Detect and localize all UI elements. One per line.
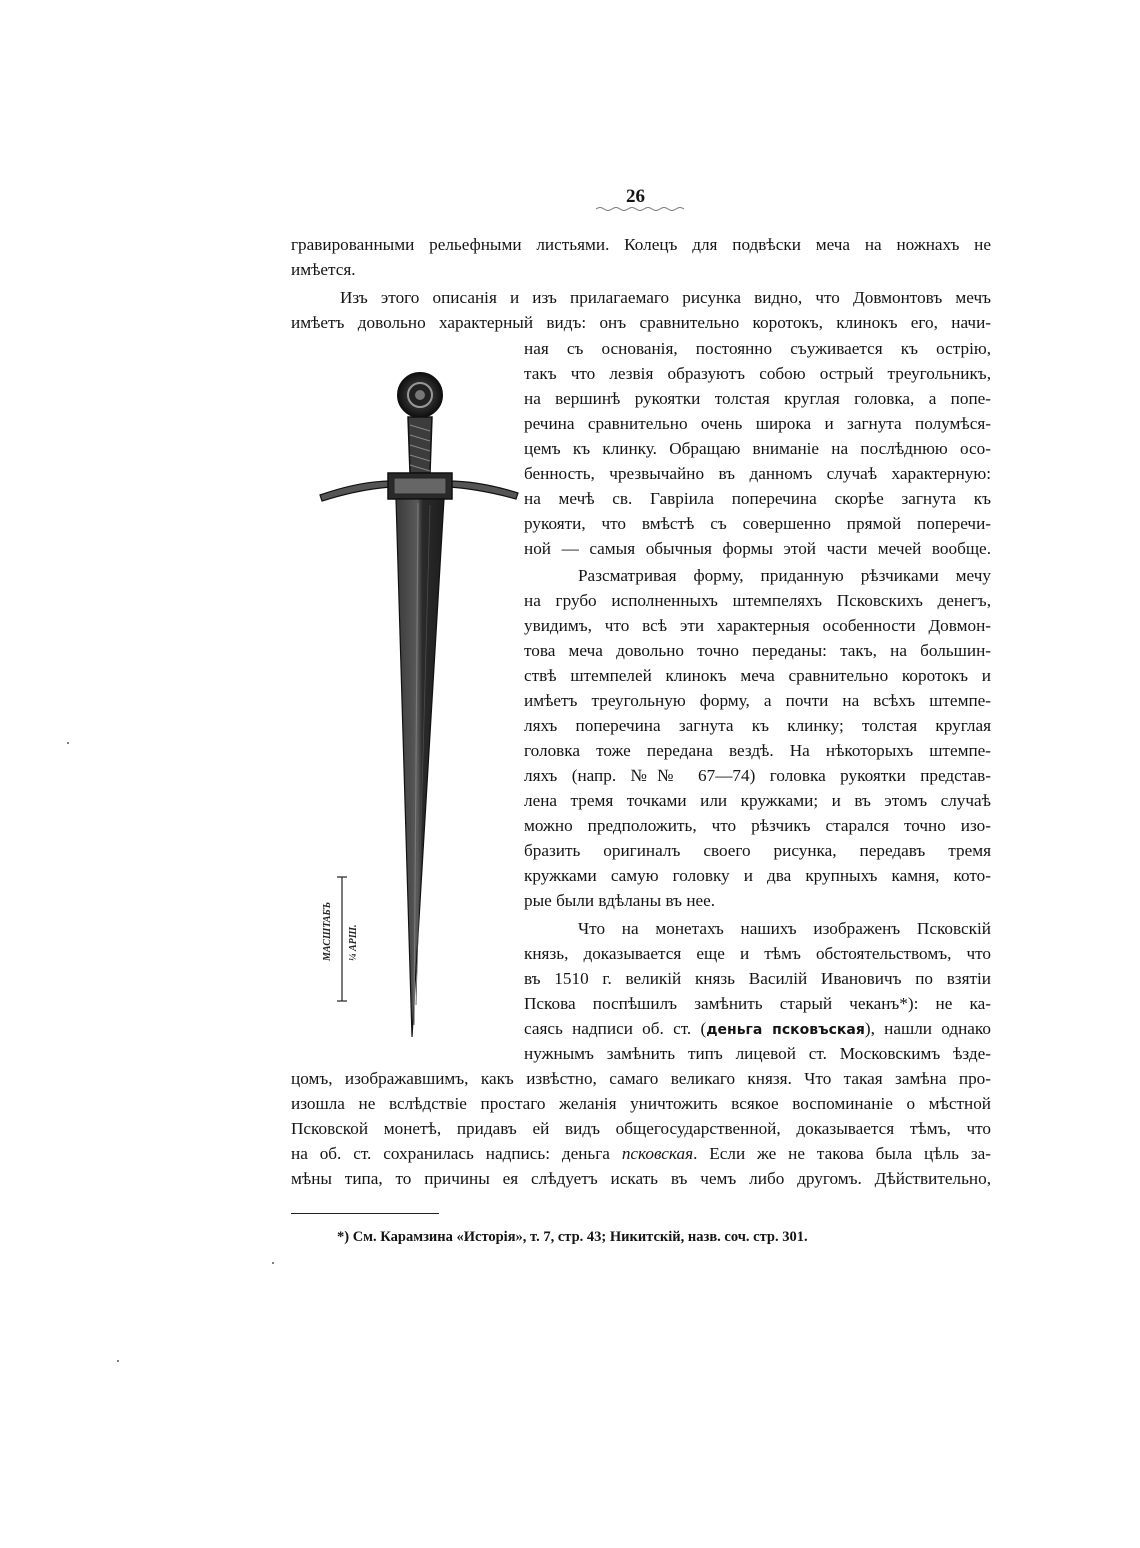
- body-line: Что на монетахъ нашихъ изображенъ Псковскій: [578, 919, 991, 938]
- body-line: увидимъ, что всѣ эти характерныя особенности Довмон-: [524, 616, 991, 635]
- body-line: Пскова поспѣшилъ замѣнить старый чеканъ*): не ка-: [524, 994, 991, 1013]
- body-line: на вершинѣ рукоятки толстая круглая головка, а попе-: [524, 389, 991, 408]
- body-line: ствѣ штемпелей клинокъ меча сравнительно коротокъ и: [524, 666, 991, 685]
- body-line: ляхъ (напр. №№ 67—74) головка рукоятки представ-: [524, 766, 991, 785]
- body-line: нужнымъ замѣнить типъ лицевой ст. Московскимъ ѣзде-: [524, 1044, 991, 1063]
- body-line: гравированными рельефными листьями. Колецъ для подвѣски меча на ножнахъ не: [291, 235, 991, 254]
- body-line: бенность, чрезвычайно въ данномъ случаѣ характерную:: [524, 464, 991, 483]
- body-line: изошла не вслѣдствіе простаго желанія уничтожить всякое воспоминаніе о мѣстной: [291, 1094, 991, 1113]
- body-line: рукояти, что вмѣстѣ съ совершенно прямой поперечи-: [524, 514, 991, 533]
- body-line: имѣется.: [291, 260, 356, 279]
- body-line: такъ что лезвія образуютъ собою острый треугольникъ,: [524, 364, 991, 383]
- body-line: саясь надписи об. ст. (деньга псковъская), нашли однако: [524, 1019, 992, 1038]
- body-line: на об. ст. сохранилась надпись: деньга псковская. Если же не такова была цѣль за-: [291, 1144, 991, 1163]
- page-number-ornament: [596, 206, 684, 212]
- body-line: на мечѣ св. Гавріила поперечина скорѣе загнута къ: [524, 489, 991, 508]
- body-line: Разсматривая форму, приданную рѣзчиками мечу: [578, 566, 991, 585]
- body-line: речина сравнительно очень широка и загнута полумѣся-: [524, 414, 991, 433]
- body-line: на грубо исполненныхъ штемпеляхъ Псковскихъ денегъ,: [524, 591, 991, 610]
- body-line: мѣны типа, то причины ея слѣдуетъ искать въ чемъ либо другомъ. Дѣйствительно,: [291, 1169, 991, 1188]
- body-line: головка тоже передана вездѣ. На нѣкоторыхъ штемпе-: [524, 741, 991, 760]
- body-line: имѣетъ треугольную форму, а почти на всѣхъ штемпе-: [524, 691, 991, 710]
- body-line: ной — самыя обычныя формы этой части мечей вообще.: [524, 539, 991, 558]
- scan-speck: [67, 742, 69, 744]
- footnote-rule: [291, 1213, 439, 1214]
- body-line: князь, доказывается еще и тѣмъ обстоятельствомъ, что: [524, 944, 991, 963]
- body-line: това меча довольно точно переданы: такъ, на большин-: [524, 641, 991, 660]
- scale-value: ¼ АРШ.: [348, 924, 359, 961]
- scale-label: МАСШТАБЪ: [322, 901, 333, 961]
- footnote: *) См. Карамзина «Исторія», т. 7, стр. 43; Никитскій, назв. соч. стр. 301.: [337, 1229, 808, 1245]
- scan-speck: [272, 1262, 274, 1264]
- body-line: цемъ къ клинку. Обращаю вниманіе на послѣднюю осо-: [524, 439, 991, 458]
- body-line: имѣетъ довольно характерный видъ: онъ сравнительно коротокъ, клинокъ его, начи-: [291, 313, 991, 332]
- sword-illustration: [300, 365, 530, 1045]
- body-line: ная съ основанія, постоянно съуживается къ острію,: [524, 339, 991, 358]
- body-line: бразить оригиналъ своего рисунка, передавъ тремя: [524, 841, 991, 860]
- body-line: въ 1510 г. великій князь Василій Ивановичъ по взятіи: [524, 969, 991, 988]
- scan-speck: [117, 1360, 119, 1362]
- body-line: Псковской монетѣ, придавъ ей видъ общегосударственной, доказывается тѣмъ, что: [291, 1119, 991, 1138]
- body-line: можно предположить, что рѣзчикъ старался точно изо-: [524, 816, 991, 835]
- body-line: рые были вдѣланы въ нее.: [524, 891, 716, 910]
- body-line: ляхъ поперечина загнута къ клинку; толстая круглая: [524, 716, 991, 735]
- body-line: лена тремя точками или кружками; и въ этомъ случаѣ: [524, 791, 991, 810]
- body-line: цомъ, изображавшимъ, какъ извѣстно, самаго великаго князя. Что такая замѣна про-: [291, 1069, 991, 1088]
- body-line: Изъ этого описанія и изъ прилагаемаго рисунка видно, что Довмонтовъ мечъ: [340, 288, 991, 307]
- body-line: кружками самую головку и два крупныхъ камня, кото-: [524, 866, 991, 885]
- page-number: 26: [626, 186, 645, 207]
